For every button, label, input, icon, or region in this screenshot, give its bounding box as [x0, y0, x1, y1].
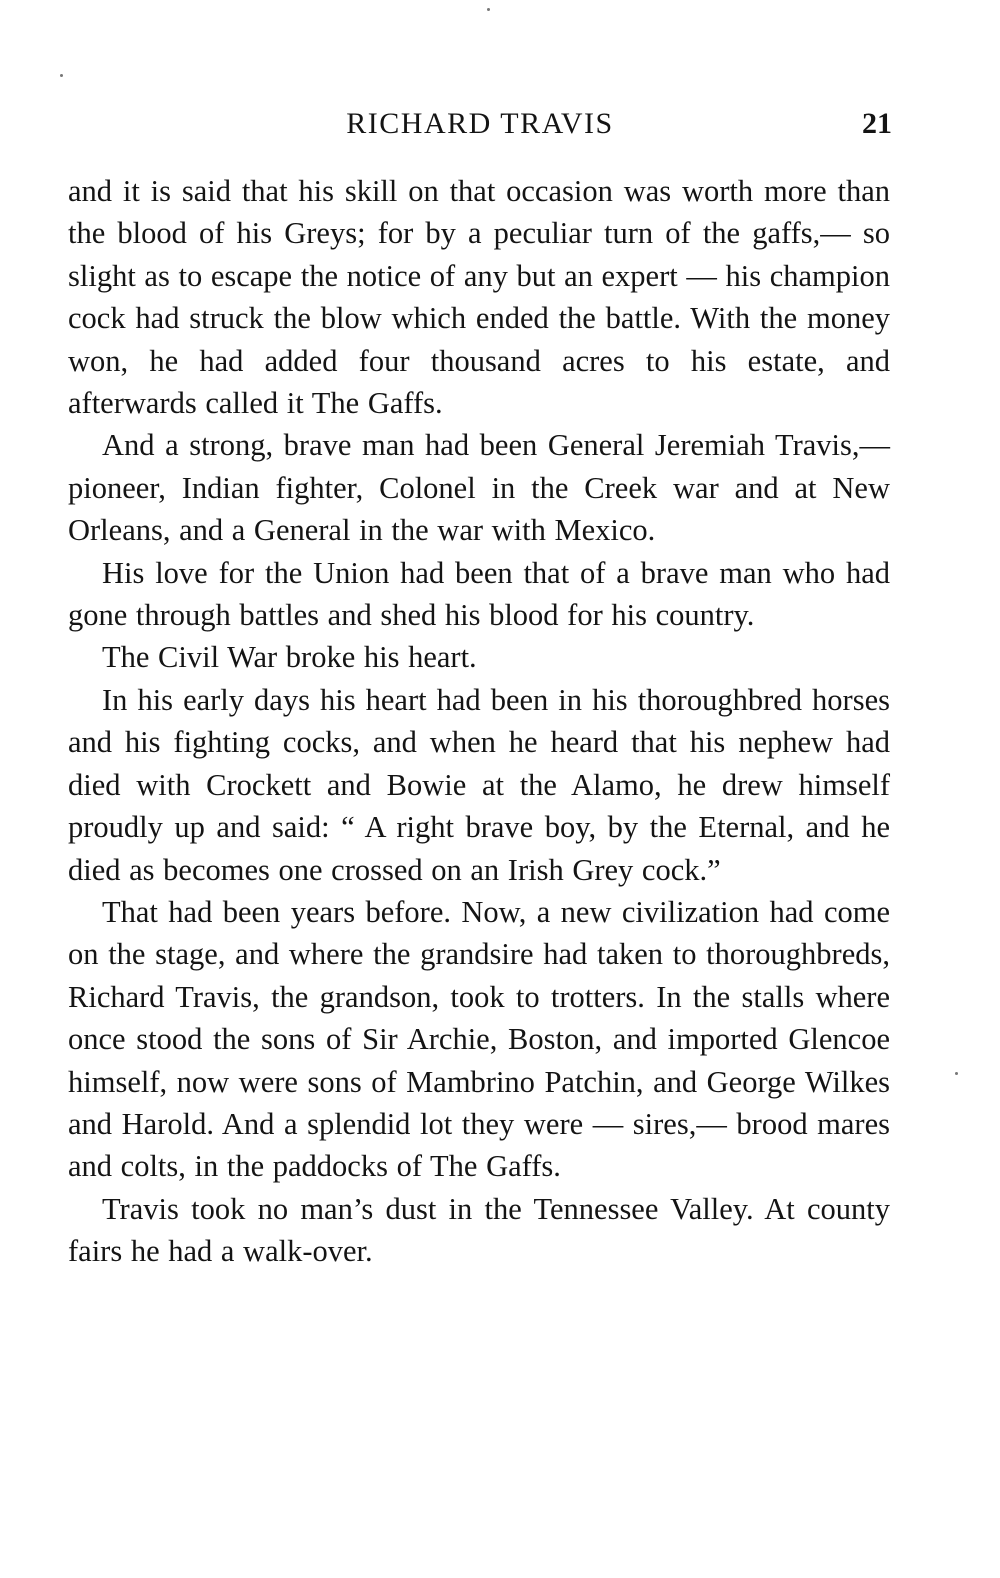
paragraph: Travis took no man’s dust in the Tennessee Valley. At county fairs he had a walk-over. — [68, 1191, 890, 1269]
paragraph: That had been years before. Now, a new civilization had come on the stage, and where the grandsire had taken to thoroughbreds, Richard Travis, the grandson, took to trotters. In the stalls where once stood the sons of Sir Archie, Boston, and imported Glencoe himself, now were sons of Mambrino Patchin, and George Wilkes and Harold. And a splendid lot they were — sires,— brood mares and colts, in the paddocks of The Gaffs. — [68, 894, 890, 1184]
paragraph: His love for the Union had been that of a brave man who had gone through battles and shed his blood for his country. — [68, 555, 890, 633]
running-title: RICHARD TRAVIS — [346, 107, 614, 140]
paragraph: And a strong, brave man had been General Jeremiah Travis,— pioneer, Indian fighter, Colonel in the Creek war and at New Orleans, and a General in the war with Mexico. — [68, 428, 890, 548]
scan-speck — [60, 74, 63, 77]
scan-speck — [955, 1072, 958, 1075]
page-number: 21 — [862, 107, 892, 140]
paragraph: The Civil War broke his heart. — [102, 640, 477, 675]
scan-speck — [487, 8, 490, 11]
paragraph: In his early days his heart had been in his thoroughbred horses and his fighting cocks, and when he heard that his nephew had died with Crockett and Bowie at the Alamo, he drew himself proudly up and said: “ A right brave boy, by the Eternal, and he died as becomes one crossed on an Irish Grey cock.” — [68, 682, 890, 887]
running-head — [68, 104, 892, 148]
body-text — [68, 170, 890, 1273]
paragraph: and it is said that his skill on that occasion was worth more than the blood of his Greys; for by a peculiar turn of the gaffs,— so slight as to escape the notice of any but an expert — his champion cock had struck the blow which ended the battle. With the money won, he had added four thousand acres to his estate, and afterwards called it The Gaffs. — [68, 174, 890, 421]
